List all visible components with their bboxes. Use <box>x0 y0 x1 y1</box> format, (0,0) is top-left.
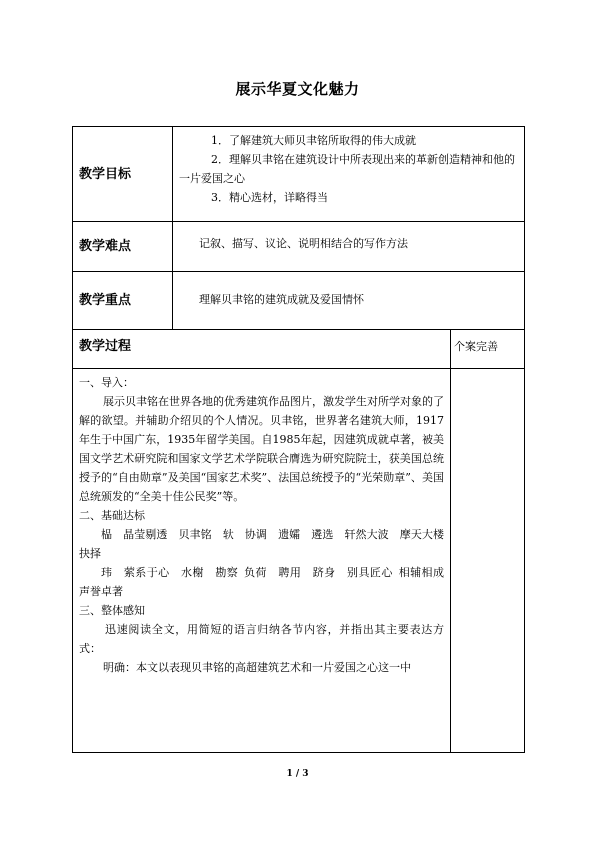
difficulty-row <box>73 222 525 272</box>
vocab-line: 榀 晶莹剔透 贝聿铭 轪 协调 遗孀 遴选 轩然大波 摩天大楼 抉择 <box>79 528 455 560</box>
key-points-row <box>73 272 525 330</box>
section-heading: 一、导入： <box>79 376 134 389</box>
process-body-cell <box>73 369 455 753</box>
goals-content-cell <box>173 127 525 222</box>
section-paragraph: 展示贝聿铭在世界各地的优秀建筑作品图片，激发学生对所学对象的了解的欲望。并辅助介绍贝的个人情况。贝聿铭，世界著名建筑大师，1917年生于中国广东，1935年留学美国。自1985年起，因建筑成就卓著，被美国文学艺术研究院和国家文学艺术学院联合膺选为研究院院士，获美国总统授予的“自由勋章”及美国“国家艺术奖”、法国总统授予的“光荣勋章”、美国总统颁发的“全美十佳公民奖”等。 <box>79 395 444 503</box>
vocab-line: 玮 萦系于心 水榭 勘察 负荷 聘用 跻身 别具匠心 相辅相成 声誉卓著 <box>79 566 455 598</box>
key-points-content-cell <box>173 272 525 330</box>
difficulty-content-cell <box>173 222 525 272</box>
section-paragraph: 迅速阅读全文，用简短的语言归纳各节内容，并指出其主要表达方式： <box>79 623 444 655</box>
goal-item: 1．了解建筑大师贝聿铭所取得的伟大成就 <box>211 134 416 147</box>
goals-label-cell <box>73 127 173 222</box>
process-label: 教学过程 <box>79 339 132 354</box>
section-heading: 二、基础达标 <box>79 509 145 522</box>
process-body-row <box>73 369 525 753</box>
section-heading: 三、整体感知 <box>79 604 145 617</box>
side-label: 个案完善 <box>454 340 498 353</box>
page-title: 展示华夏文化魅力 <box>235 80 360 98</box>
process-header-row <box>73 330 525 369</box>
key-points-text: 理解贝聿铭的建筑成就及爱国情怀 <box>199 293 364 306</box>
goals-list <box>173 127 524 211</box>
lesson-plan-table <box>72 126 525 753</box>
process-label-cell <box>73 330 451 369</box>
section-paragraph: 明确：本文以表现贝聿铭的高超建筑艺术和一片爱国之心这一中 <box>103 661 411 674</box>
goals-label: 教学目标 <box>79 166 132 182</box>
goal-item: 2．理解贝聿铭在建筑设计中所表现出来的革新创造精神和他的一片爱国之心 <box>179 153 515 185</box>
page-number: 1 / 3 <box>286 769 309 779</box>
key-points-label-cell <box>73 272 173 330</box>
goal-item: 3．精心选材，详略得当 <box>211 191 328 204</box>
key-points-label: 教学重点 <box>79 293 132 308</box>
difficulty-text: 记叙、描写、议论、说明相结合的写作方法 <box>199 237 408 250</box>
side-label-cell <box>451 330 525 369</box>
difficulty-label-cell <box>73 222 173 272</box>
goals-row <box>73 127 525 222</box>
difficulty-label: 教学难点 <box>79 239 132 254</box>
side-notes-cell <box>451 369 525 753</box>
